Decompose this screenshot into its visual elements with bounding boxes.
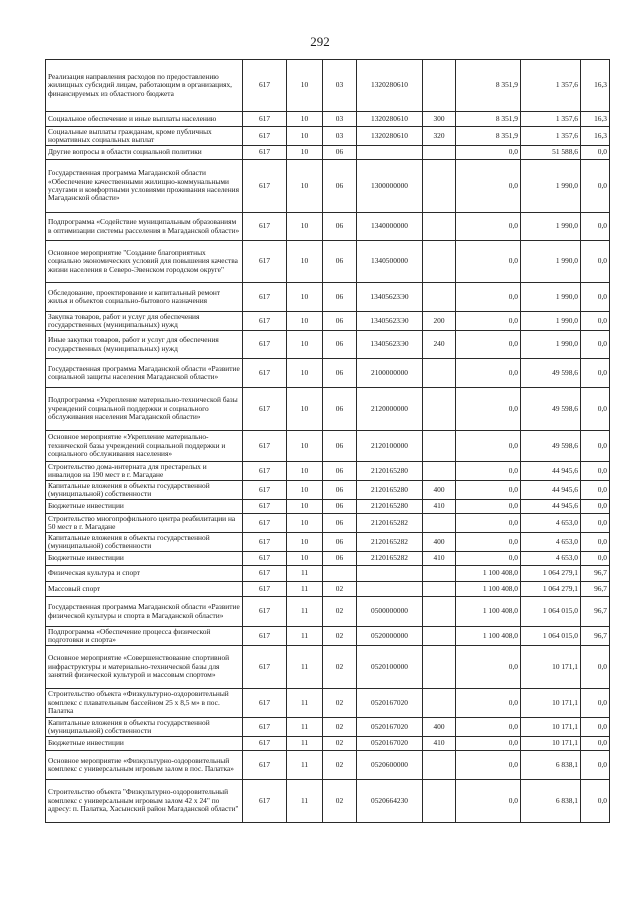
expense-type-code [423,780,456,823]
table-row [46,514,610,533]
expense-type-code: 400 [423,481,456,500]
section-code: 10 [287,331,323,359]
table-row [46,582,610,597]
section-code: 10 [287,533,323,552]
actual-amount: 1 064 279,1 [521,566,581,582]
target-article-code: 2120000000 [357,388,423,431]
subsection-code: 06 [323,312,357,331]
planned-amount: 8 351,9 [456,127,521,146]
admin-code: 617 [243,514,287,533]
target-article-code: 0520167020 [357,737,423,751]
admin-code: 617 [243,751,287,780]
table-row [46,241,610,283]
subsection-code: 02 [323,627,357,646]
actual-amount: 10 171,1 [521,737,581,751]
planned-amount: 0,0 [456,431,521,462]
row-name: Государственная программа Магаданской области «Развитие социальной защиты населения Магаданской области» [46,359,243,388]
execution-percent: 0,0 [581,533,610,552]
row-name: Иные закупки товаров, работ и услуг для обеспечения государственных (муниципальных) нужд [46,331,243,359]
admin-code: 617 [243,146,287,160]
table-row [46,462,610,481]
section-code: 10 [287,431,323,462]
planned-amount: 1 100 408,0 [456,597,521,627]
admin-code: 617 [243,533,287,552]
target-article-code: 0520664230 [357,780,423,823]
admin-code: 617 [243,462,287,481]
expense-type-code [423,431,456,462]
planned-amount: 0,0 [456,312,521,331]
table-row [46,780,610,823]
expense-type-code [423,646,456,689]
table-row [46,388,610,431]
target-article-code: 1340000000 [357,213,423,241]
target-article-code: 0520600000 [357,751,423,780]
section-code: 11 [287,582,323,597]
target-article-code [357,582,423,597]
execution-percent: 0,0 [581,514,610,533]
expense-type-code [423,462,456,481]
expense-type-code [423,359,456,388]
execution-percent: 16,3 [581,112,610,127]
planned-amount: 0,0 [456,514,521,533]
section-code: 10 [287,552,323,566]
row-name: Государственная программа Магаданской области «Развитие физической культуры и спорта в Магаданской области» [46,597,243,627]
expense-type-code [423,213,456,241]
actual-amount: 1 990,0 [521,283,581,312]
expense-type-code [423,627,456,646]
admin-code: 617 [243,127,287,146]
actual-amount: 1 990,0 [521,213,581,241]
actual-amount: 49 598,6 [521,359,581,388]
execution-percent: 0,0 [581,388,610,431]
subsection-code: 03 [323,127,357,146]
actual-amount: 44 945,6 [521,462,581,481]
admin-code: 617 [243,388,287,431]
actual-amount: 4 653,0 [521,514,581,533]
row-name: Закупка товаров, работ и услуг для обеспечения государственных (муниципальных) нужд [46,312,243,331]
row-name: Капитальные вложения в объекты государственной (муниципальной) собственности [46,533,243,552]
target-article-code: 2120165282 [357,514,423,533]
admin-code: 617 [243,431,287,462]
expense-type-code: 410 [423,500,456,514]
subsection-code: 06 [323,514,357,533]
table-row [46,737,610,751]
table-row [46,112,610,127]
actual-amount: 6 838,1 [521,780,581,823]
table-row [46,566,610,582]
actual-amount: 1 990,0 [521,241,581,283]
expense-type-code [423,160,456,213]
execution-percent: 0,0 [581,146,610,160]
execution-percent: 16,3 [581,127,610,146]
expense-type-code [423,514,456,533]
row-name: Основное мероприятие «Совершенствование спортивной инфраструктуры и материально-технической базы для занятий физической культурой и массовым спортом» [46,646,243,689]
table-row [46,60,610,112]
section-code: 10 [287,241,323,283]
planned-amount: 8 351,9 [456,112,521,127]
section-code: 11 [287,718,323,737]
execution-percent: 0,0 [581,718,610,737]
actual-amount: 10 171,1 [521,646,581,689]
actual-amount: 51 588,6 [521,146,581,160]
section-code: 11 [287,689,323,718]
target-article-code: 2120165282 [357,552,423,566]
actual-amount: 1 357,6 [521,60,581,112]
section-code: 10 [287,500,323,514]
row-name: Физическая культура и спорт [46,566,243,582]
row-name: Социальные выплаты гражданам, кроме публичных нормативных социальных выплат [46,127,243,146]
row-name: Реализация направления расходов по предоставлению жилищных субсидий лицам, работающим в организациях, финансируемых из областного бюджета [46,60,243,112]
admin-code: 617 [243,481,287,500]
expense-type-code [423,388,456,431]
actual-amount: 1 064 015,0 [521,597,581,627]
row-name: Подпрограмма «Укрепление материально-технической базы учреждений социальной поддержки и социального обслуживания населения Магаданской области» [46,388,243,431]
target-article-code: 2120100000 [357,431,423,462]
actual-amount: 4 653,0 [521,552,581,566]
row-name: Капитальные вложения в объекты государственной (муниципальной) собственности [46,718,243,737]
section-code: 11 [287,627,323,646]
admin-code: 617 [243,566,287,582]
row-name: Подпрограмма «Содействие муниципальным образованиям в оптимизации системы расселения в Магаданской области» [46,213,243,241]
admin-code: 617 [243,283,287,312]
table-row [46,689,610,718]
target-article-code: 1340500000 [357,241,423,283]
planned-amount: 0,0 [456,552,521,566]
admin-code: 617 [243,331,287,359]
table-row [46,359,610,388]
admin-code: 617 [243,552,287,566]
budget-table [45,59,610,823]
actual-amount: 1 064 279,1 [521,582,581,597]
execution-percent: 0,0 [581,213,610,241]
subsection-code: 02 [323,689,357,718]
execution-percent: 96,7 [581,627,610,646]
expense-type-code [423,582,456,597]
planned-amount: 0,0 [456,751,521,780]
target-article-code: 1320280610 [357,60,423,112]
admin-code: 617 [243,359,287,388]
actual-amount: 49 598,6 [521,388,581,431]
table-row [46,146,610,160]
execution-percent: 0,0 [581,312,610,331]
section-code: 11 [287,646,323,689]
row-name: Капитальные вложения в объекты государственной (муниципальной) собственности [46,481,243,500]
execution-percent: 96,7 [581,566,610,582]
row-name: Социальное обеспечение и иные выплаты населению [46,112,243,127]
table-row [46,213,610,241]
subsection-code: 06 [323,462,357,481]
row-name: Массовый спорт [46,582,243,597]
planned-amount: 0,0 [456,359,521,388]
admin-code: 617 [243,689,287,718]
section-code: 10 [287,146,323,160]
target-article-code: 0520167020 [357,689,423,718]
admin-code: 617 [243,737,287,751]
actual-amount: 1 990,0 [521,331,581,359]
target-article-code: 0520000000 [357,627,423,646]
subsection-code: 06 [323,331,357,359]
row-name: Строительство дома-интерната для престарелых и инвалидов на 190 мест в г. Магадане [46,462,243,481]
actual-amount: 1 357,6 [521,112,581,127]
execution-percent: 0,0 [581,780,610,823]
row-name: Основное мероприятие «Укрепление материально-технической базы учреждений социальной поддержки и социального обслуживания населения» [46,431,243,462]
execution-percent: 0,0 [581,552,610,566]
expense-type-code: 320 [423,127,456,146]
execution-percent: 0,0 [581,331,610,359]
table-row [46,283,610,312]
subsection-code: 03 [323,112,357,127]
row-name: Подпрограмма «Обеспечение процесса физической подготовки и спорта» [46,627,243,646]
actual-amount: 10 171,1 [521,689,581,718]
admin-code: 617 [243,160,287,213]
execution-percent: 0,0 [581,689,610,718]
table-row [46,127,610,146]
planned-amount: 0,0 [456,462,521,481]
planned-amount: 1 100 408,0 [456,627,521,646]
section-code: 10 [287,359,323,388]
planned-amount: 0,0 [456,481,521,500]
actual-amount: 4 653,0 [521,533,581,552]
row-name: Строительство многопрофильного центра реабилитации на 50 мест в г. Магадане [46,514,243,533]
subsection-code: 02 [323,718,357,737]
subsection-code: 06 [323,481,357,500]
execution-percent: 0,0 [581,646,610,689]
planned-amount: 0,0 [456,780,521,823]
expense-type-code: 410 [423,737,456,751]
planned-amount: 0,0 [456,331,521,359]
expense-type-code: 240 [423,331,456,359]
subsection-code: 06 [323,533,357,552]
table-row [46,552,610,566]
section-code: 10 [287,312,323,331]
actual-amount: 10 171,1 [521,718,581,737]
target-article-code: 0520100000 [357,646,423,689]
target-article-code: 1320280610 [357,112,423,127]
admin-code: 617 [243,582,287,597]
table-row [46,627,610,646]
page-number: 292 [310,34,330,49]
planned-amount: 0,0 [456,500,521,514]
target-article-code: 0520167020 [357,718,423,737]
subsection-code: 06 [323,552,357,566]
table-row [46,481,610,500]
subsection-code: 02 [323,646,357,689]
section-code: 10 [287,60,323,112]
execution-percent: 0,0 [581,431,610,462]
table-row [46,751,610,780]
row-name: Государственная программа Магаданской области «Обеспечение качественными жилищно-коммунальными услугами и комфортными условиями проживания населения Магаданской области» [46,160,243,213]
section-code: 10 [287,112,323,127]
target-article-code: 1300000000 [357,160,423,213]
subsection-code: 03 [323,60,357,112]
section-code: 10 [287,388,323,431]
table-row [46,331,610,359]
admin-code: 617 [243,213,287,241]
section-code: 10 [287,213,323,241]
table-row [46,533,610,552]
section-code: 11 [287,566,323,582]
subsection-code: 02 [323,597,357,627]
planned-amount: 0,0 [456,689,521,718]
expense-type-code [423,60,456,112]
planned-amount: 0,0 [456,146,521,160]
section-code: 11 [287,737,323,751]
execution-percent: 16,3 [581,60,610,112]
planned-amount: 1 100 408,0 [456,582,521,597]
planned-amount: 0,0 [456,737,521,751]
expense-type-code: 400 [423,533,456,552]
expense-type-code: 400 [423,718,456,737]
row-name: Обследование, проектирование и капитальный ремонт жилья и объектов социально-бытового назначения [46,283,243,312]
target-article-code: 2120165280 [357,462,423,481]
execution-percent: 0,0 [581,241,610,283]
target-article-code: 0500000000 [357,597,423,627]
subsection-code: 06 [323,500,357,514]
expense-type-code [423,566,456,582]
expense-type-code: 410 [423,552,456,566]
execution-percent: 0,0 [581,751,610,780]
section-code: 10 [287,462,323,481]
planned-amount: 1 100 408,0 [456,566,521,582]
admin-code: 617 [243,241,287,283]
table-row [46,500,610,514]
expense-type-code [423,146,456,160]
expense-type-code [423,597,456,627]
expense-type-code: 300 [423,112,456,127]
subsection-code: 02 [323,751,357,780]
row-name: Строительство объекта «Физкультурно-оздоровительный комплекс с плавательным бассейном 25 х 8,5 м» в пос. Палатка [46,689,243,718]
actual-amount: 44 945,6 [521,500,581,514]
planned-amount: 8 351,9 [456,60,521,112]
subsection-code: 06 [323,241,357,283]
subsection-code: 06 [323,160,357,213]
expense-type-code [423,283,456,312]
actual-amount: 49 598,6 [521,431,581,462]
target-article-code: 1320280610 [357,127,423,146]
target-article-code: 2120165280 [357,481,423,500]
subsection-code: 06 [323,146,357,160]
table-row [46,431,610,462]
table-row [46,597,610,627]
actual-amount: 6 838,1 [521,751,581,780]
table-row [46,312,610,331]
actual-amount: 1 357,6 [521,127,581,146]
target-article-code [357,566,423,582]
subsection-code: 06 [323,213,357,241]
row-name: Строительство объекта "Физкультурно-оздоровительный комплекс с универсальным игровым залом 42 х 24" по адресу: п. Палатка, Хасынский район Магаданской области" [46,780,243,823]
planned-amount: 0,0 [456,718,521,737]
subsection-code: 06 [323,283,357,312]
admin-code: 617 [243,60,287,112]
planned-amount: 0,0 [456,646,521,689]
expense-type-code [423,241,456,283]
admin-code: 617 [243,312,287,331]
admin-code: 617 [243,112,287,127]
execution-percent: 0,0 [581,359,610,388]
target-article-code: 13405623Э0 [357,331,423,359]
row-name: Другие вопросы в области социальной политики [46,146,243,160]
row-name: Бюджетные инвестиции [46,552,243,566]
admin-code: 617 [243,646,287,689]
execution-percent: 0,0 [581,481,610,500]
execution-percent: 0,0 [581,283,610,312]
admin-code: 617 [243,718,287,737]
row-name: Бюджетные инвестиции [46,737,243,751]
planned-amount: 0,0 [456,160,521,213]
expense-type-code: 200 [423,312,456,331]
subsection-code: 02 [323,780,357,823]
section-code: 10 [287,127,323,146]
row-name: Основное мероприятие "Создание благоприятных социально экономических условий для повышения качества жизни населения в Северо-Эвенском городском округе" [46,241,243,283]
planned-amount: 0,0 [456,283,521,312]
section-code: 10 [287,283,323,312]
execution-percent: 0,0 [581,737,610,751]
actual-amount: 1 990,0 [521,312,581,331]
row-name: Основное мероприятие «Физкультурно-оздоровительный комплекс с универсальным игровым залом в пос. Палатка» [46,751,243,780]
subsection-code: 02 [323,737,357,751]
execution-percent: 0,0 [581,462,610,481]
table-row [46,160,610,213]
subsection-code: 06 [323,359,357,388]
target-article-code: 13405623Э0 [357,283,423,312]
actual-amount: 44 945,6 [521,481,581,500]
target-article-code: 13405623Э0 [357,312,423,331]
section-code: 11 [287,597,323,627]
target-article-code [357,146,423,160]
table-row [46,718,610,737]
subsection-code: 06 [323,388,357,431]
subsection-code: 06 [323,431,357,462]
admin-code: 617 [243,597,287,627]
admin-code: 617 [243,780,287,823]
admin-code: 617 [243,627,287,646]
section-code: 11 [287,751,323,780]
planned-amount: 0,0 [456,241,521,283]
section-code: 10 [287,514,323,533]
table-row [46,646,610,689]
planned-amount: 0,0 [456,533,521,552]
target-article-code: 2120165282 [357,533,423,552]
target-article-code: 2100000000 [357,359,423,388]
expense-type-code [423,751,456,780]
actual-amount: 1 064 015,0 [521,627,581,646]
target-article-code: 2120165280 [357,500,423,514]
execution-percent: 96,7 [581,582,610,597]
subsection-code: 02 [323,582,357,597]
section-code: 10 [287,481,323,500]
planned-amount: 0,0 [456,388,521,431]
execution-percent: 0,0 [581,500,610,514]
expense-type-code [423,689,456,718]
section-code: 11 [287,780,323,823]
admin-code: 617 [243,500,287,514]
execution-percent: 96,7 [581,597,610,627]
execution-percent: 0,0 [581,160,610,213]
actual-amount: 1 990,0 [521,160,581,213]
planned-amount: 0,0 [456,213,521,241]
section-code: 10 [287,160,323,213]
row-name: Бюджетные инвестиции [46,500,243,514]
subsection-code [323,566,357,582]
